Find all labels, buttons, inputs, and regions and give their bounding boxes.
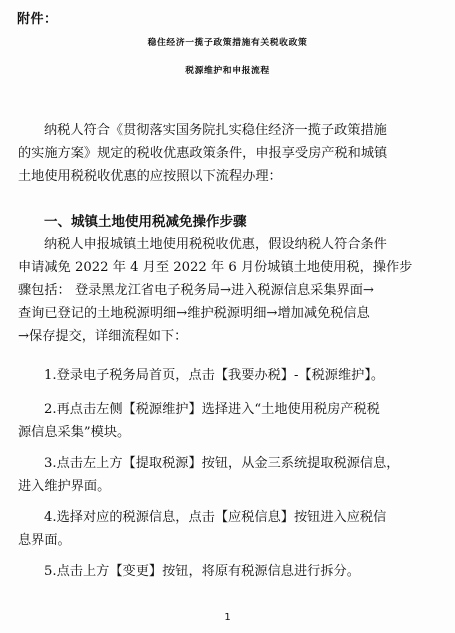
step-line: 5.点击上方【变更】按钮，将原有税源信息进行拆分。 xyxy=(44,564,360,579)
step-line: 息界面。 xyxy=(18,533,71,548)
section-line: 查询已登记的土地税源明细→维护税源明细→增加减免税信息 xyxy=(18,306,370,321)
step-line: 2.再点击左侧【税源维护】选择进入“土地使用税房产税税 xyxy=(44,402,380,417)
step-3 xyxy=(18,452,438,498)
intro-paragraph xyxy=(18,119,438,188)
attachment-label: 附件： xyxy=(17,12,58,27)
page-number: 1 xyxy=(224,612,231,623)
section-heading: 一、城镇土地使用税减免操作步骤 xyxy=(44,214,247,230)
intro-line: 土地使用税税收优惠的应按照以下流程办理： xyxy=(18,169,282,184)
section-line: 申请减免 2022 年 4 月至 2022 年 6 月份城镇土地使用税，操作步 xyxy=(18,260,413,275)
document-title-line-2: 税源维护和申报流程 xyxy=(185,66,270,76)
step-1 xyxy=(18,364,438,387)
step-line: 4.选择对应的税源信息，点击【应税信息】按钮进入应税信 xyxy=(44,510,387,525)
section-line: 纳税人申报城镇土地使用税税收优惠，假设纳税人符合条件 xyxy=(44,237,387,252)
document-title-line-1: 稳住经济一揽子政策措施有关税收政策 xyxy=(147,38,308,48)
step-line: 源信息采集”模块。 xyxy=(18,425,131,440)
step-line: 1.登录电子税务局首页，点击【我要办税】-【税源维护】。 xyxy=(44,368,385,383)
step-5 xyxy=(18,560,438,583)
step-line: 进入维护界面。 xyxy=(18,479,111,494)
section-line: →保存提交，详细流程如下： xyxy=(18,329,188,344)
section-line: 骤包括： 登录黑龙江省电子税务局→进入税源信息采集界面→ xyxy=(18,283,374,298)
intro-line: 纳税人符合《贯彻落实国务院扎实稳住经济一揽子政策措施 xyxy=(44,123,387,138)
step-line: 3.点击左上方【提取税源】按钮，从金三系统提取税源信息， xyxy=(44,456,400,471)
section-paragraph xyxy=(18,233,438,348)
step-4 xyxy=(18,506,438,552)
intro-line: 的实施方案》规定的税收优惠政策条件，申报享受房产税和城镇 xyxy=(18,146,388,161)
step-2 xyxy=(18,398,438,444)
